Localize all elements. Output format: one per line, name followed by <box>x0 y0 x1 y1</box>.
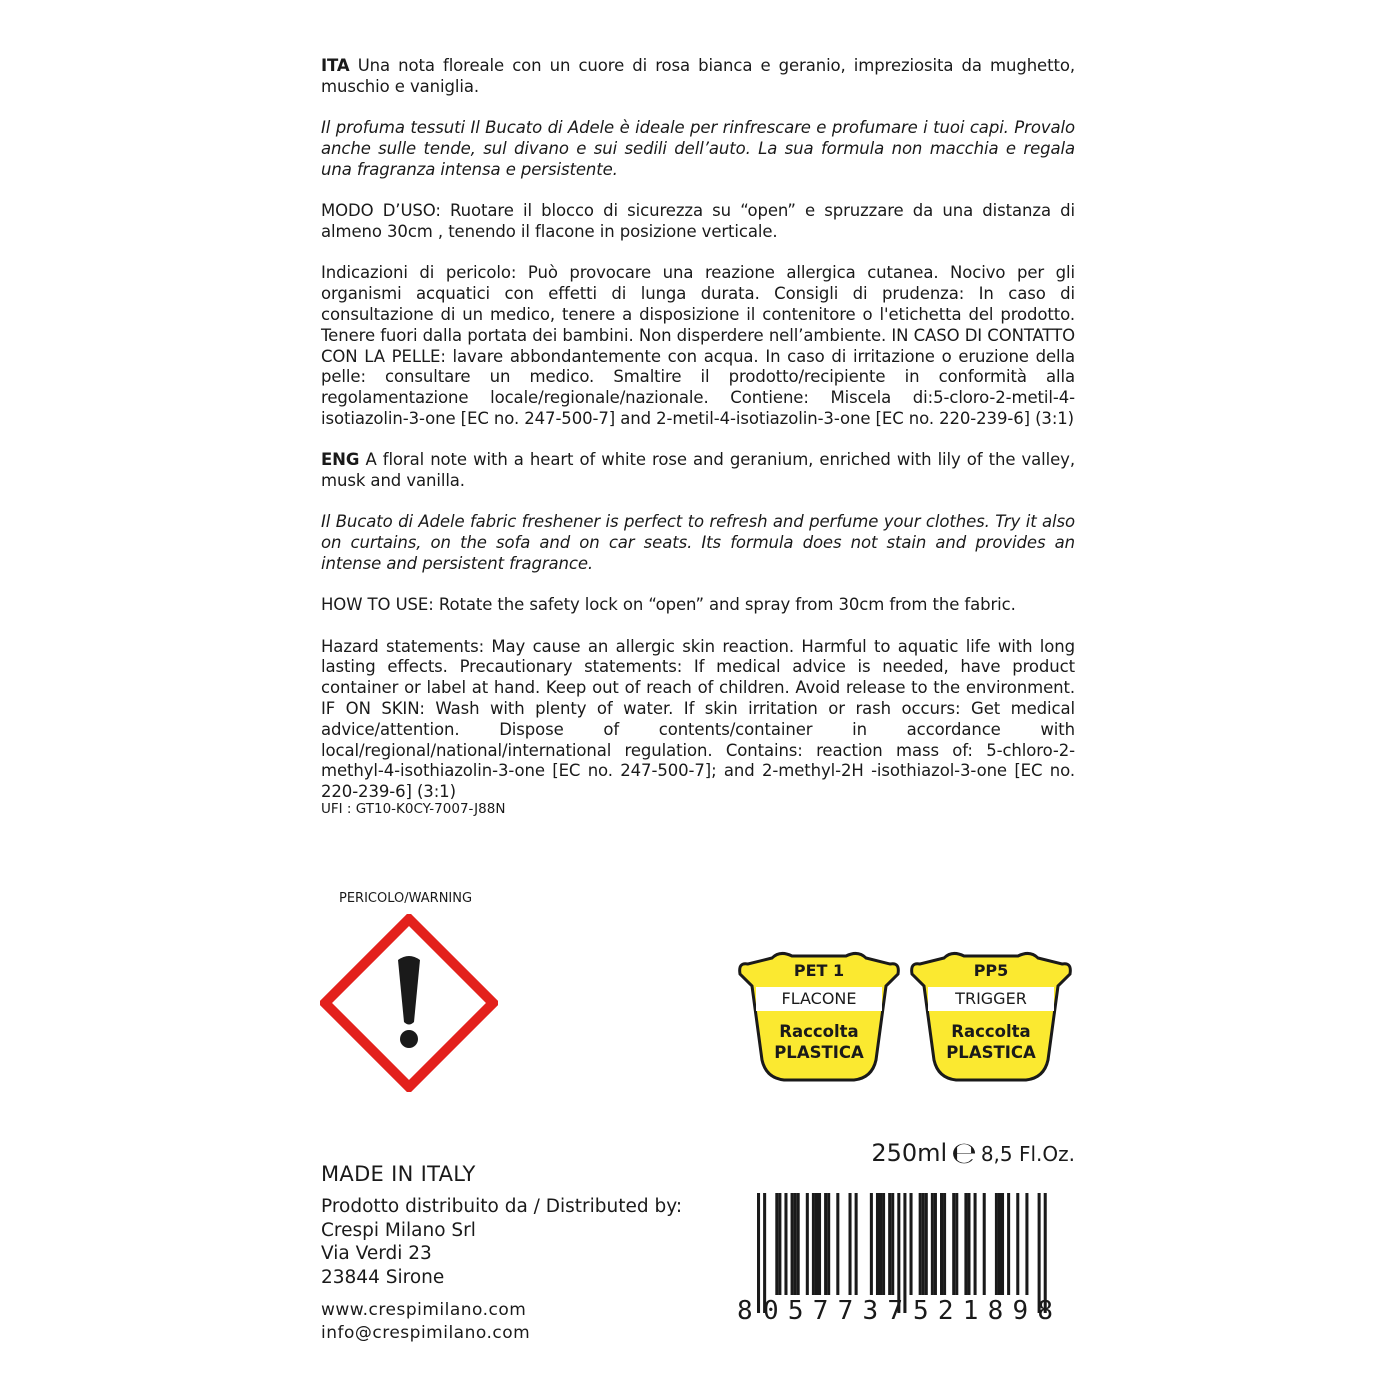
email-link[interactable]: info@crespimilano.com <box>321 1322 531 1343</box>
barcode-bar <box>903 1193 906 1313</box>
barcode-bar <box>1007 1193 1010 1295</box>
recycle-collect-line1: Raccolta <box>779 1022 859 1041</box>
ita-intro-text: Una nota floreale con un cuore di rosa bianca e geranio, impreziosita da mughetto, muschio e vaniglia. <box>321 56 1075 96</box>
barcode-bar <box>876 1193 879 1295</box>
distributor-street: Via Verdi 23 <box>321 1243 432 1264</box>
ita-usage: MODO D’USO: Ruotare il blocco di sicurezza su “open” e spruzzare da una distanza di almeno 30cm , tenendo il flacone in posizione verticale. <box>321 201 1075 241</box>
recycle-code: PP5 <box>973 961 1009 980</box>
barcode-bar <box>784 1193 787 1295</box>
barcode-bar <box>1016 1193 1019 1295</box>
recycle-collect <box>736 1021 902 1063</box>
ufi-code: UFI : GT10-K0CY-7007-J88N <box>321 801 506 817</box>
eng-lang-code: ENG <box>321 450 360 469</box>
barcode-bar <box>797 1193 800 1295</box>
barcode-bar <box>974 1193 977 1295</box>
barcode-bar <box>757 1193 760 1313</box>
barcode-bar <box>849 1193 852 1295</box>
warning-label: PERICOLO/WARNING <box>339 891 473 906</box>
exclamation-mark-icon <box>320 914 498 1092</box>
barcode-bar <box>806 1193 809 1295</box>
barcode-bar <box>791 1193 794 1295</box>
barcode-bar <box>922 1193 925 1295</box>
volume-imperial: 8,5 Fl.Oz. <box>980 1142 1075 1166</box>
recycle-collect-line1: Raccolta <box>951 1022 1031 1041</box>
barcode-bar <box>940 1193 943 1295</box>
recycle-collect-line2: PLASTICA <box>946 1043 1036 1062</box>
recycling-label-trigger <box>908 950 1074 1085</box>
barcode-bar <box>815 1193 818 1295</box>
volume <box>871 1136 1075 1171</box>
barcode-bar <box>897 1193 900 1313</box>
barcode-bar <box>827 1193 830 1295</box>
barcode-bar <box>891 1193 894 1295</box>
barcode-bar <box>934 1193 937 1295</box>
barcode-bars <box>757 1193 1047 1313</box>
eng-intro <box>321 450 1075 492</box>
distributor-company: Crespi Milano Srl <box>321 1219 476 1241</box>
barcode-bar <box>952 1193 955 1295</box>
barcode-bar <box>967 1193 970 1295</box>
barcode-bar <box>955 1193 958 1295</box>
distributor-city: 23844 Sirone <box>321 1266 445 1288</box>
recycle-collect <box>908 1021 1074 1063</box>
barcode <box>735 1193 1075 1323</box>
barcode-bar <box>812 1193 815 1295</box>
english-section <box>321 450 1075 803</box>
ita-lang-code: ITA <box>321 56 350 75</box>
recycle-code: PET 1 <box>793 961 845 980</box>
barcode-bar <box>998 1193 1001 1295</box>
eng-usage: HOW TO USE: Rotate the safety lock on “open” and spray from 30cm from the fabric. <box>321 595 1016 615</box>
barcode-bar <box>763 1193 766 1313</box>
barcode-bar <box>925 1193 928 1295</box>
recycling-label-bottle <box>736 950 902 1085</box>
barcode-bar <box>1038 1193 1041 1313</box>
barcode-digit-first: 8 <box>737 1296 753 1323</box>
distributor-heading: Prodotto distribuito da / Distributed by: <box>321 1196 683 1217</box>
barcode-bar <box>855 1193 858 1295</box>
barcode-bar <box>964 1193 967 1295</box>
barcode-bar <box>1044 1193 1047 1313</box>
barcode-bar <box>995 1193 998 1295</box>
barcode-bar <box>888 1193 891 1295</box>
barcode-bar <box>778 1193 781 1295</box>
barcode-bar <box>824 1193 827 1295</box>
ita-hazard: Indicazioni di pericolo: Può provocare una reazione allergica cutanea. Nocivo per gli organismi acquatici con effetti di lunga durata. Consigli di prudenza: In caso di consultazione di un medico, tenere a disposizione il contenitore o l'etichetta del prodotto. Tenere fuori dalla portata dei bambini. Non disperdere nell’ambiente. IN CASO DI CONTATTO CON LA PELLE: lavare abbondantemente con acqua. In caso di irritazione o eruzione della pelle: consultare un medico. Smaltire il prodotto/recipiente in conformità alla regolamentazione locale/regionale/nazionale. Contiene: Miscela di:5-cloro-2-metil-4-isotiazolin-3-one [EC no. 247-500-7] and 2-metil-4-isotiazolin-3-one [EC no. 220-239-6] (3:1) <box>321 263 1075 428</box>
barcode-bar <box>943 1193 946 1295</box>
ita-description: Il profuma tessuti Il Bucato di Adele è ideale per rinfrescare e profumare i tuoi capi. Provalo anche sulle tende, sul divano e sui sedili dell’auto. La sua formula non macchia e regala una fragranza intensa e persistente. <box>321 118 1075 179</box>
estimated-sign-icon: ℮ <box>951 1136 977 1171</box>
barcode-bar <box>910 1193 913 1295</box>
barcode-bar <box>870 1193 873 1295</box>
website-link[interactable]: www.crespimilano.com <box>321 1300 527 1320</box>
recycle-component: TRIGGER <box>928 987 1054 1011</box>
barcode-bar <box>818 1193 821 1295</box>
contact-info <box>321 1299 530 1344</box>
volume-metric: 250ml <box>871 1139 948 1167</box>
barcode-bar <box>919 1193 922 1295</box>
barcode-bar <box>879 1193 882 1295</box>
eng-intro-text: A floral note with a heart of white rose and geranium, enriched with lily of the valley, musk and vanilla. <box>321 450 1075 490</box>
barcode-bar <box>983 1193 986 1295</box>
italian-section <box>321 56 1075 430</box>
barcode-bar <box>775 1193 778 1295</box>
barcode-bar <box>794 1193 797 1295</box>
barcode-bar <box>1001 1193 1004 1295</box>
barcode-bar <box>931 1193 934 1295</box>
barcode-digits-left: 057737 <box>763 1296 903 1323</box>
barcode-bar <box>882 1193 885 1295</box>
barcode-digits-right: 521898 <box>913 1296 1053 1323</box>
made-in-label: MADE IN ITALY <box>321 1162 476 1186</box>
recycle-component: FLACONE <box>756 987 882 1011</box>
eng-hazard: Hazard statements: May cause an allergic skin reaction. Harmful to aquatic life with long lasting effects. Precautionary statements: If medical advice is needed, have product container or label at hand. Keep out of reach of children. Avoid release to the environment. IF ON SKIN: Wash with plenty of water. If skin irritation or rash occurs: Get medical advice/attention. Dispose of contents/container in accordance with local/regional/national/international regulation. Contains: reaction mass of: 5-chloro-2-methyl-4-isothiazolin-3-one [EC no. 247-500-7]; and 2-methyl-2H -isothiazol-3-one [EC no. 220-239-6] (3:1) <box>321 636 1075 802</box>
recycle-collect-line2: PLASTICA <box>774 1043 864 1062</box>
barcode-bar <box>1025 1193 1028 1295</box>
barcode-bar <box>836 1193 839 1295</box>
distributor-info <box>321 1195 682 1289</box>
ita-intro <box>321 56 1075 98</box>
eng-description: Il Bucato di Adele fabric freshener is perfect to refresh and perfume your clothes. Try it also on curtains, on the sofa and on car seats. Its formula does not stain and provides an intense and persistent fragrance. <box>321 512 1075 573</box>
